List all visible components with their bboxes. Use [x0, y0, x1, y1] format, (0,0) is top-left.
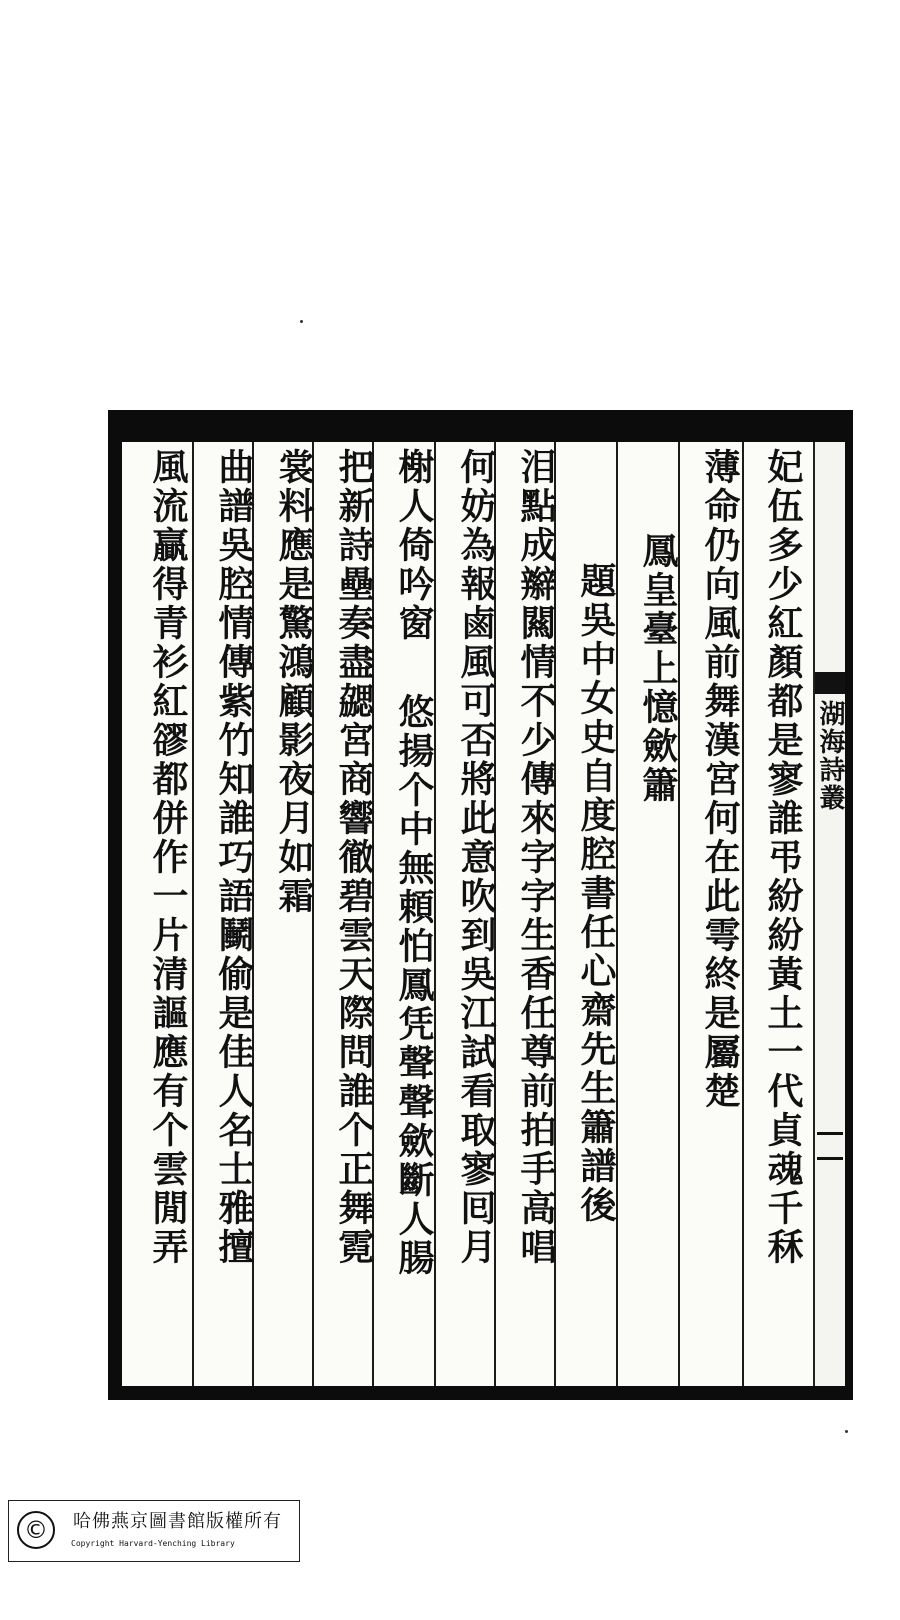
fishtail-mark — [815, 672, 845, 694]
text-column-2: 薄命仍向風前舞漢宮何在此雩終是屬楚 — [699, 448, 741, 1111]
text-column-9: 裳料應是驚鴻顧影夜月如霜 — [273, 448, 315, 916]
copyright-text-chinese: 哈佛燕京圖書館版權所有 — [73, 1511, 282, 1532]
scan-speck — [845, 1430, 848, 1433]
book-page — [122, 442, 845, 1386]
text-column-7-part-2: 悠揚个中無頼怕鳳凭聲聲歛斷人腸 — [393, 693, 435, 1278]
text-column-5: 泪點成辮闗情不少傳來字字生香任尊前拍手高唱 — [515, 448, 557, 1267]
text-column-4: 題吳中女史自度腔書任心齋先生簫譜後 — [575, 562, 617, 1225]
copyright-stamp — [8, 1500, 300, 1562]
leaf-number — [817, 1132, 843, 1160]
book-page-frame — [108, 410, 853, 1400]
text-column-11: 風流贏得青衫紅豂都併作一片清謳應有个雲閒弄 — [147, 448, 189, 1267]
text-column-7-part-1: 榭人倚吟窗 — [393, 448, 435, 643]
text-column-7 — [386, 448, 442, 1278]
text-column-8: 把新詩壘奏盡勰宮商響徹碧雲天際問誰个正舞霓 — [333, 448, 375, 1267]
fold-margin — [813, 442, 845, 1386]
copyright-text-english: Copyright Harvard-Yenching Library — [71, 1539, 235, 1548]
text-column-1: 妃伍多少紅顏都是寥誰弔紛紛黃土一代貞魂千秝 — [762, 448, 804, 1267]
copyright-icon: © — [17, 1511, 55, 1549]
text-column-3: 鳳皇臺上憶歛簫 — [637, 532, 679, 805]
text-column-10: 曲譜吳腔情傳紫竹知誰巧語鬭偷是佳人名士雅擅 — [213, 448, 255, 1267]
text-column-6: 何妨為報鹵風可否將此意吹到吳江試看取寥囘月 — [455, 448, 497, 1267]
scan-speck — [300, 320, 303, 323]
margin-title: 湖海詩叢 — [815, 700, 845, 812]
